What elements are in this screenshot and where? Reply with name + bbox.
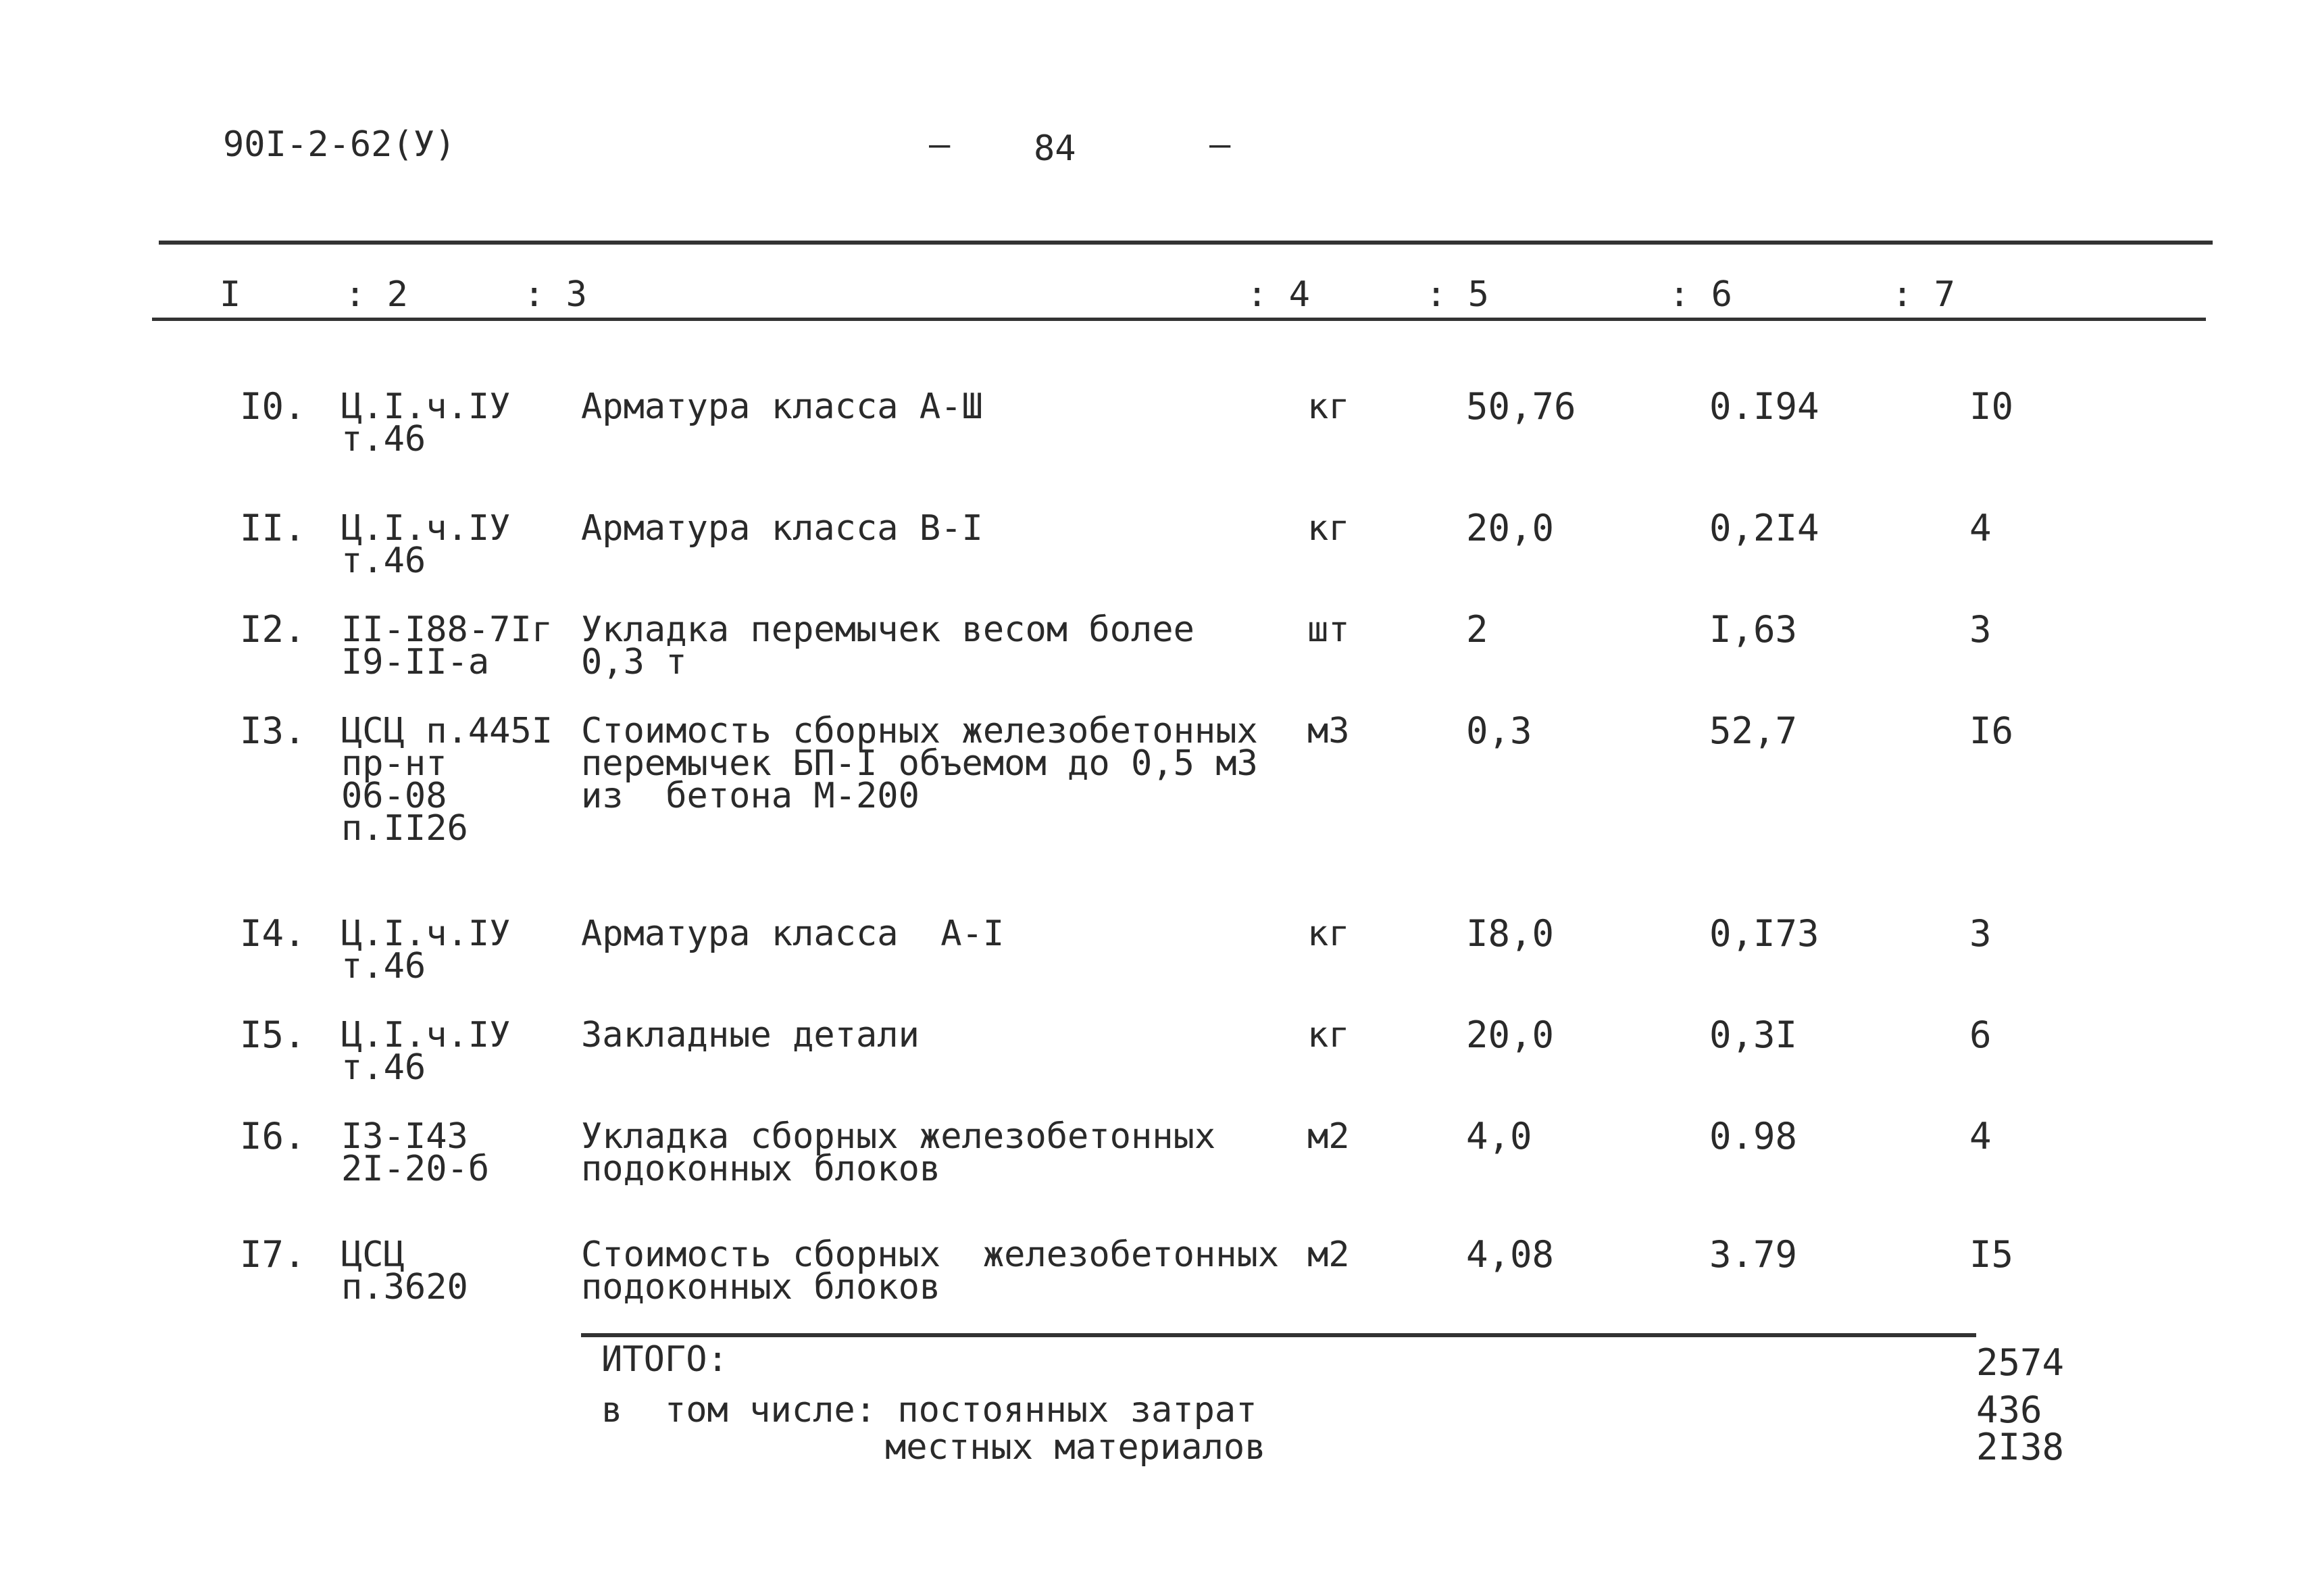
row-number: I2. bbox=[240, 608, 306, 651]
row-description: Укладка сборных железобетонных подоконных блоков bbox=[581, 1116, 1216, 1189]
row-total: I0 bbox=[1969, 385, 2014, 428]
row-unit-price: I,63 bbox=[1709, 608, 1798, 651]
including-value: 436 bbox=[1976, 1389, 2042, 1431]
row-description: Стоимость сборных железобетонных перемычек БП-I объемом до 0,5 м3 из бетона М-200 bbox=[581, 711, 1258, 816]
row-quantity: 4,0 bbox=[1466, 1115, 1532, 1157]
row-unit: м2 bbox=[1307, 1235, 1350, 1275]
row-reference: I3-I43 2I-20-б bbox=[341, 1116, 490, 1189]
row-number: II. bbox=[240, 507, 306, 549]
row-reference: Ц.I.ч.IУ т.46 bbox=[341, 1015, 511, 1088]
row-unit-price: 0,3I bbox=[1709, 1014, 1798, 1056]
row-unit: кг bbox=[1307, 386, 1350, 427]
row-unit-price: 3.79 bbox=[1709, 1233, 1798, 1276]
row-quantity: 50,76 bbox=[1466, 385, 1576, 428]
row-unit: кг bbox=[1307, 914, 1350, 954]
including-label: в том числе: постоянных затрат bbox=[601, 1390, 1257, 1430]
row-description: Стоимость сборных железобетонных подоконных блоков bbox=[581, 1235, 1280, 1307]
row-description: Арматура класса В-I bbox=[581, 508, 983, 549]
row-reference: ЦСЦ п.445I пр-нт 06-08 п.II26 bbox=[341, 711, 553, 849]
header-bottom-rule bbox=[152, 318, 2206, 321]
row-number: I7. bbox=[240, 1233, 306, 1276]
row-total: I5 bbox=[1969, 1233, 2014, 1276]
row-reference: II-I88-7Iг I9-II-a bbox=[341, 609, 553, 682]
row-quantity: 20,0 bbox=[1466, 1014, 1555, 1056]
row-unit: шт bbox=[1307, 609, 1350, 650]
row-total: I6 bbox=[1969, 709, 2014, 752]
col-header-3: : 3 bbox=[524, 274, 587, 315]
row-number: I3. bbox=[240, 709, 306, 752]
row-quantity: I8,0 bbox=[1466, 912, 1555, 955]
row-total: 4 bbox=[1969, 507, 1992, 549]
row-number: I6. bbox=[240, 1115, 306, 1157]
row-description: Закладные детали bbox=[581, 1015, 920, 1055]
document-code: 90I-2-62(У) bbox=[223, 124, 456, 165]
col-header-6: : 6 bbox=[1669, 274, 1732, 315]
row-unit-price: 0.98 bbox=[1709, 1115, 1798, 1157]
local-materials-label: местных материалов bbox=[885, 1427, 1266, 1468]
row-description: Укладка перемычек весом более 0,3 т bbox=[581, 609, 1194, 682]
row-number: I4. bbox=[240, 912, 306, 955]
row-quantity: 20,0 bbox=[1466, 507, 1555, 549]
row-unit-price: 0,I73 bbox=[1709, 912, 1819, 955]
row-total: 3 bbox=[1969, 608, 1992, 651]
itogo-label: ИТОГО: bbox=[601, 1339, 728, 1380]
row-unit: м3 bbox=[1307, 711, 1350, 751]
row-reference: Ц.I.ч.IУ т.46 bbox=[341, 386, 511, 459]
col-header-1: I bbox=[220, 274, 241, 315]
col-header-7: : 7 bbox=[1892, 274, 1955, 315]
dash-right: – bbox=[1209, 124, 1231, 165]
row-unit-price: 0,2I4 bbox=[1709, 507, 1819, 549]
row-reference: Ц.I.ч.IУ т.46 bbox=[341, 914, 511, 987]
row-unit: кг bbox=[1307, 1015, 1350, 1055]
row-description: Арматура класса А-Ш bbox=[581, 386, 983, 427]
row-unit: м2 bbox=[1307, 1116, 1350, 1157]
row-total: 4 bbox=[1969, 1115, 1992, 1157]
col-header-2: : 2 bbox=[345, 274, 408, 315]
row-unit-price: 52,7 bbox=[1709, 709, 1798, 752]
row-unit: кг bbox=[1307, 508, 1350, 549]
row-total: 6 bbox=[1969, 1014, 1992, 1056]
page-number: 84 bbox=[1034, 128, 1076, 169]
col-header-5: : 5 bbox=[1426, 274, 1489, 315]
row-quantity: 2 bbox=[1466, 608, 1488, 651]
row-reference: Ц.I.ч.IУ т.46 bbox=[341, 508, 511, 581]
dash-left: – bbox=[929, 124, 951, 165]
row-quantity: 4,08 bbox=[1466, 1233, 1555, 1276]
row-description: Арматура класса А-I bbox=[581, 914, 1005, 954]
row-number: I5. bbox=[240, 1014, 306, 1056]
itogo-value: 2574 bbox=[1976, 1341, 2065, 1384]
local-materials-value: 2I38 bbox=[1976, 1426, 2065, 1468]
totals-rule bbox=[581, 1333, 1976, 1337]
row-total: 3 bbox=[1969, 912, 1992, 955]
row-quantity: 0,3 bbox=[1466, 709, 1532, 752]
row-reference: ЦСЦ п.3620 bbox=[341, 1235, 468, 1307]
col-header-4: : 4 bbox=[1247, 274, 1310, 315]
table-top-rule bbox=[159, 241, 2213, 245]
row-number: I0. bbox=[240, 385, 306, 428]
row-unit-price: 0.I94 bbox=[1709, 385, 1819, 428]
